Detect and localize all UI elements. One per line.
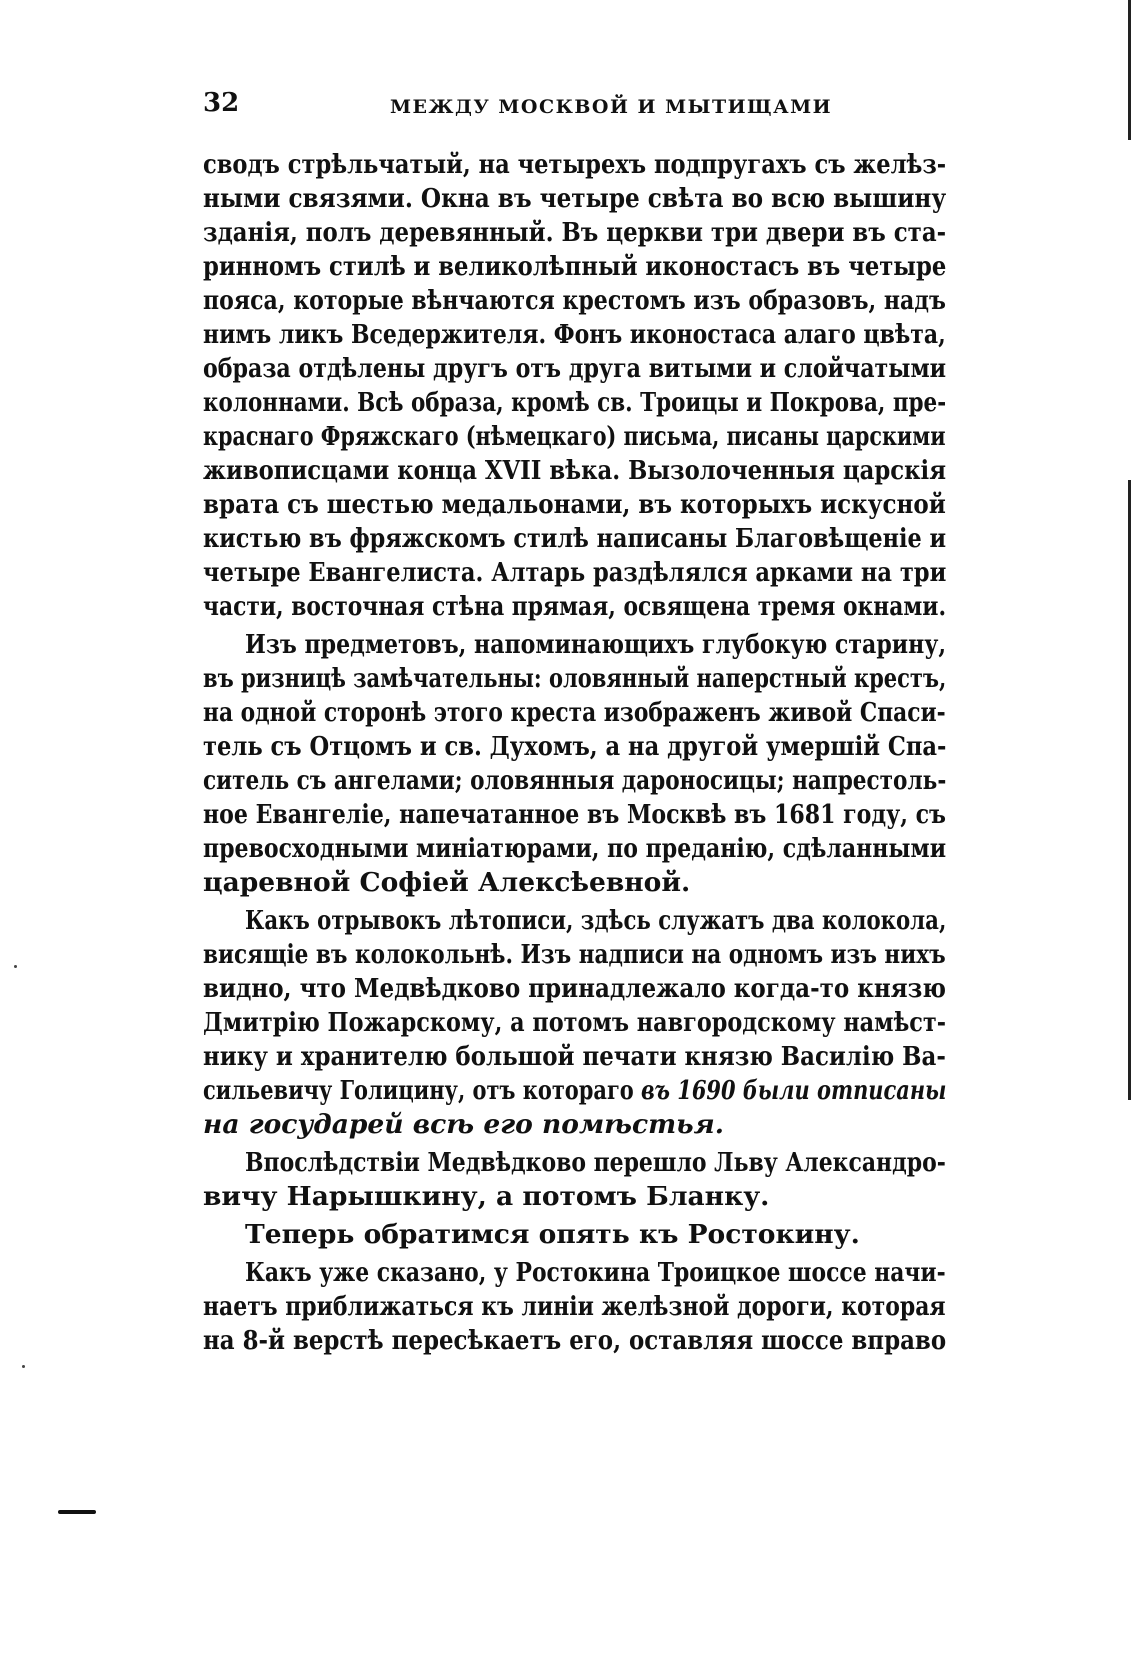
text-line: царевной Софіей Алексѣевной. <box>203 867 691 898</box>
text-line: врата съ шестью медальонами, въ которыхъ искусной <box>203 489 946 520</box>
running-title: МЕЖДУ МОСКВОЙ И МЫТИЩАМИ <box>390 96 833 118</box>
text-line: образа отдѣлены другъ отъ друга витыми и слойчатыми <box>203 353 947 384</box>
text-line: краснаго Фряжскаго (нѣмецкаго) письма, писаны царскими <box>203 421 946 452</box>
text-line: живописцами конца XVII вѣка. Вызолоченныя царскія <box>203 455 946 486</box>
text-line: нимъ ликъ Вседержителя. Фонъ иконостаса алаго цвѣта, <box>203 319 946 350</box>
text-line: ринномъ стилѣ и великолѣпный иконостасъ въ четыре <box>203 251 947 282</box>
text-line: Теперь обратимся опять къ Ростокину. <box>245 1219 860 1250</box>
text-line: Какъ отрывокъ лѣтописи, здѣсь служатъ два колокола, <box>245 905 947 936</box>
margin-rule-top <box>1128 0 1131 140</box>
scan-speck <box>22 1365 25 1368</box>
scan-speck <box>14 965 17 968</box>
page-number: 32 <box>203 88 240 118</box>
text-line: вичу Нарышкину, а потомъ Бланку. <box>203 1181 770 1212</box>
text-line: Какъ уже сказано, у Ростокина Троицкое шоссе начи- <box>245 1257 946 1288</box>
text-line: тель съ Отцомъ и св. Духомъ, а на другой умершій Спа- <box>203 731 947 762</box>
text-line: Изъ предметовъ, напоминающихъ глубокую старину, <box>245 629 947 660</box>
text-line: ное Евангеліе, напечатанное въ Москвѣ въ 1681 году, съ <box>203 799 946 830</box>
text-line <box>203 1074 946 1108</box>
text-line: зданія, полъ деревянный. Въ церкви три двери въ ста- <box>203 217 947 248</box>
text-line: Впослѣдствіи Медвѣдково перешло Льву Александро- <box>245 1147 946 1178</box>
text-line: пояса, которые вѣнчаются крестомъ изъ образовъ, надъ <box>203 285 946 316</box>
margin-rule-mid <box>1128 480 1131 1100</box>
text-span: сильевичу Голицину, отъ котораго <box>203 1075 634 1106</box>
text-line: превосходными миніатюрами, по преданію, сдѣланными <box>203 833 947 864</box>
text-line: на 8-й верстѣ пересѣкаетъ его, оставляя шоссе вправо <box>203 1325 947 1356</box>
text-line: Дмитрію Пожарскому, а потомъ навгородскому намѣст- <box>203 1007 947 1038</box>
text-line: кистью въ фряжскомъ стилѣ написаны Благовѣщеніе и <box>203 523 947 554</box>
scan-mark <box>58 1510 96 1514</box>
text-line: ными связями. Окна въ четыре свѣта во всю вышину <box>203 183 947 214</box>
text-line: четыре Евангелиста. Алтарь раздѣлялся арками на три <box>203 557 947 588</box>
text-line: на одной сторонѣ этого креста изображенъ живой Спаси- <box>203 697 946 728</box>
text-line: наетъ приближаться къ линіи желѣзной дороги, которая <box>203 1291 946 1322</box>
italic-span: въ 1690 были отписаны <box>641 1075 947 1106</box>
text-line: висящіе въ колокольнѣ. Изъ надписи на одномъ изъ нихъ <box>203 939 946 970</box>
text-line: на государей всѣ его помѣстья. <box>203 1109 724 1140</box>
text-line: видно, что Медвѣдково принадлежало когда-то князю <box>203 973 946 1004</box>
text-line: нику и хранителю большой печати князю Василію Ва- <box>203 1041 946 1072</box>
text-line: въ ризницѣ замѣчательны: оловянный наперстный крестъ, <box>203 663 947 694</box>
text-line: части, восточная стѣна прямая, освящена тремя окнами. <box>203 591 947 622</box>
text-line: ситель съ ангелами; оловянныя дароносицы; напрестоль- <box>203 765 947 796</box>
text-line: сводъ стрѣльчатый, на четырехъ подпругахъ съ желѣз- <box>203 149 947 180</box>
text-line: колоннами. Всѣ образа, кромѣ св. Троицы и Покрова, пре- <box>203 387 947 418</box>
